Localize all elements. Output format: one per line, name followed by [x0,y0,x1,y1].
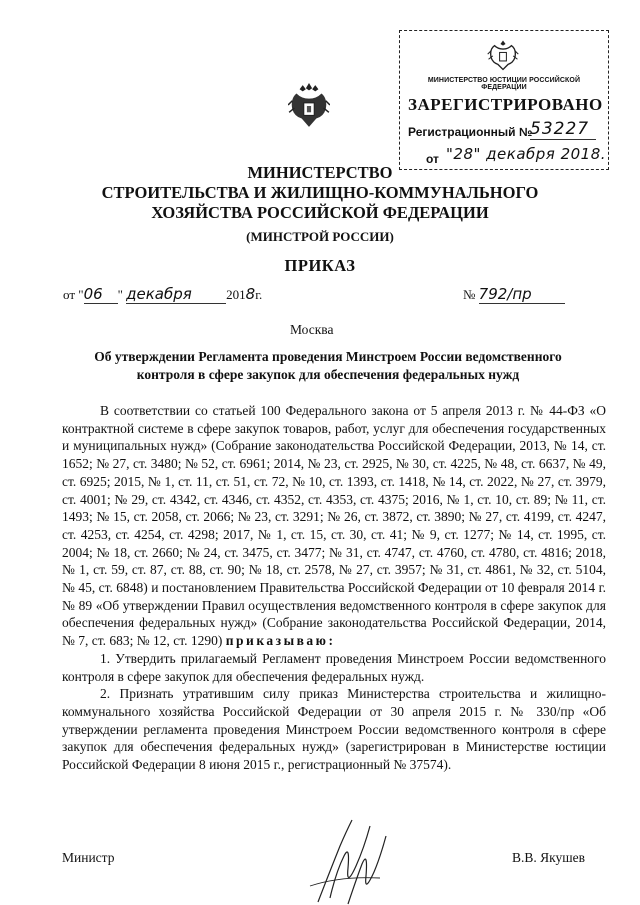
coat-of-arms-icon [288,83,330,129]
stamp-reg-number: 53227 [530,119,596,140]
ministry-short-name: (МИНСТРОЙ РОССИИ) [246,229,394,244]
stamp-reg-label: Регистрационный № [408,125,533,139]
ministry-title-line: ХОЗЯЙСТВА РОССИЙСКОЙ ФЕДЕРАЦИИ [151,203,489,222]
stamp-status: ЗАРЕГИСТРИРОВАНО [408,95,603,114]
registration-stamp [399,30,609,170]
stamp-date-label: от [426,152,439,166]
number-prefix: № [463,287,476,302]
subject-line: контроля в сфере закупок для обеспечения федеральных нужд [136,367,520,382]
item-paragraph: 2. Признать утратившим силу приказ Министерства строительства и жилищно-коммунального хозяйства Российской Федерации от 30 апреля 2015 г. № 330/пр «Об утверждении регламента проведения Минстроем России ведомственного контроля в сфере закупок для обеспечения федеральных нужд» (зарегистрирован в Министерстве юстиции Российской Федерации 8 июня 2015 г., регистрационный № 37574). [62,686,606,773]
coat-of-arms-icon [486,37,520,73]
item-paragraph: 1. Утвердить прилагаемый Регламент проведения Минстроем России ведомственного контроля в сфере закупок для обеспечения федеральных нужд. [62,650,606,684]
ministry-title [60,163,580,223]
document-body [62,402,606,774]
date-year-prefix: 201 [226,287,246,302]
preamble-paragraph [62,402,606,650]
signatory-name: В.В. Якушев [512,850,586,865]
document-subject [58,348,598,384]
ministry-title-line: МИНИСТЕРСТВО [247,163,393,182]
date-prefix: от " [63,287,84,302]
order-number [463,285,565,304]
city: Москва [290,322,334,337]
date-year-suffix: 8 [245,285,256,303]
order-date [63,285,262,304]
preamble-text: В соответствии со статьей 100 Федерального закона от 5 апреля 2013 г. № 44-ФЗ «О контрактной системе в сфере закупок товаров, работ, услуг для обеспечения государственных и муниципальных нужд» (Собрание законодательства Российской Федерации, 2013, № 14, ст. 1652; № 27, ст. 3480; № 52, ст. 6961; 2014, № 23, ст. 2925, № 30, ст. 4225, № 48, ст. 6637, № 49, ст. 6925; 2015, № 1, ст. 11, ст. 51, ст. 72, № 10, ст. 1393, ст. 1418, № 14, ст. 2022, № 27, ст. 3979, ст. 4001; № 29, ст. 4342, ст. 4346, ст. 4352, ст. 4353, ст. 4375; 2016, № 1, ст. 10, ст. 89; № 11, ст. 1493; № 15, ст. 2058, ст. 2066; № 23, ст. 3291; № 26, ст. 3872, ст. 3890; № 27, ст. 4199, ст. 4247, ст. 4253, ст. 4254, ст. 4298; 2017, № 1, ст. 15, ст. 30, ст. 41; № 9, ст. 1277; № 14, ст. 1995, ст. 2004; № 18, ст. 2660; № 24, ст. 3475, ст. 3477; № 31, ст. 4747, ст. 4760, ст. 4780, ст. 4816; 2018, № 1, ст. 59, ст. 87, ст. 88, ст. 90; № 18, ст. 2578, № 27, ст. 3957; № 31, ст. 4861, № 32, ст. 5104, № 45, ст. 6848) и постановлением Правительства Российской Федерации от 10 февраля 2014 г. № 89 «Об утверждении Правил осуществления ведомственного контроля в сфере закупок для обеспечения федеральных нужд» (Собрание законодательства Российской Федерации, 2014, № 7, ст. 683; № 12, ст. 1290) [62,403,606,649]
date-month: декабря [126,285,226,304]
date-day: 06 [84,285,118,304]
number-value: 792/пр [479,285,565,304]
stamp-ministry: МИНИСТЕРСТВО ЮСТИЦИИ РОССИЙСКОЙ ФЕДЕРАЦИИ [427,77,581,91]
subject-line: Об утверждении Регламента проведения Минстроем России ведомственного [94,349,562,364]
date-suffix: г. [255,287,263,302]
stamp-date-value: "28" декабря 2018. [446,145,607,163]
command-word: приказываю: [225,633,336,649]
date-quote: " [117,287,123,302]
ministry-title-line: СТРОИТЕЛЬСТВА И ЖИЛИЩНО-КОММУНАЛЬНОГО [101,183,539,202]
signatory-role: Министр [62,850,115,865]
handwritten-signature [300,806,400,905]
document-type: ПРИКАЗ [284,256,356,275]
